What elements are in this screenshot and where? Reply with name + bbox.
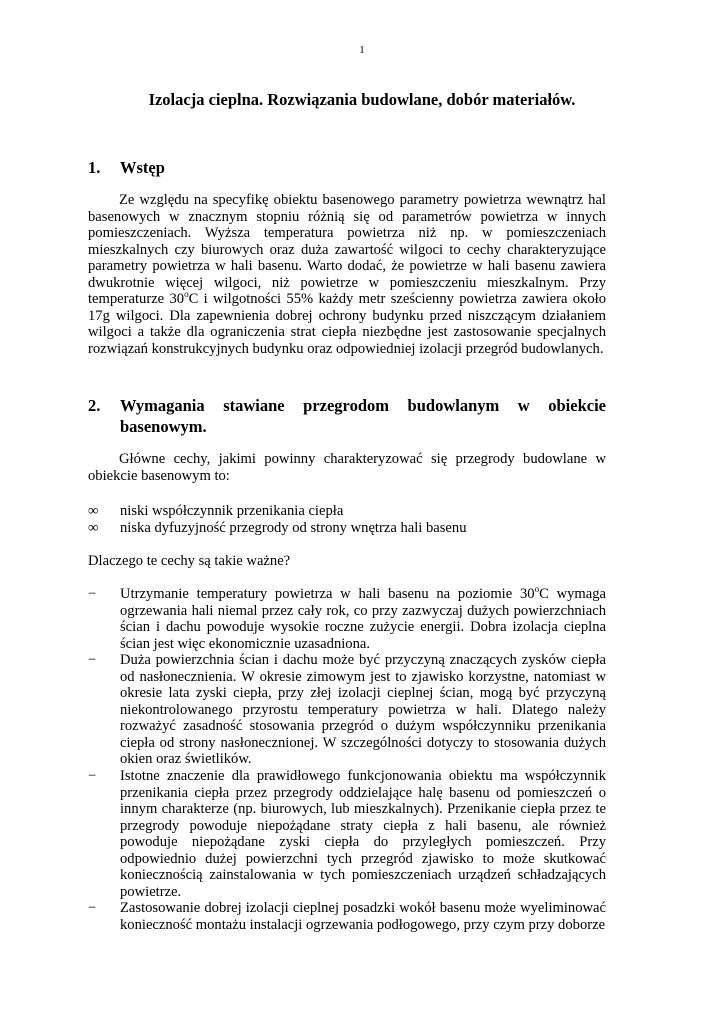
dash-bullet-icon: − [88,586,97,602]
page-number: 1 [359,44,365,56]
section-1-number: 1. [88,158,101,177]
list-item [88,652,606,768]
dash-bullet-icon: − [88,652,97,669]
section-1-title: Wstęp [120,158,165,177]
dash-bullet-icon: − [88,900,97,917]
list-item [88,520,606,537]
list-item [88,503,606,520]
list-item-text: Istotne znaczenie dla prawidłowego funkcjonowania obiektu ma współczynnik przenikania ciepła przez przegrody oddzielające halę basenu od pomieszczeń o innym charakterze (np. biurowych, lub mieszkalnych). Przenikanie ciepła przez te przegrody powoduje niepożądane straty ciepła z hali basenu, ale również powoduje niepożądane zyski ciepła do przyległych pomieszczeń. Przy odpowiednio dużej powierzchni tych przegród zjawisko to może skutkować koniecznością zainstalowania w tych pomieszczeniach urządzeń schładzających powietrze. [120,768,606,900]
document-title: Izolacja cieplna. Rozwiązania budowlane, dobór materiałów. [148,90,576,109]
list-item [88,768,606,900]
list-item-text: Utrzymanie temperatury powietrza w hali basenu na poziomie 30 [120,586,535,602]
section-1-heading [88,157,606,178]
section-2-title-line-1: Wymagania stawiane przegrodom budowlanym w obiekcie [120,396,606,415]
section-2-intro: Główne cechy, jakimi powinny charakteryzować się przegrody budowlane w obiekcie basenowym to: [88,451,606,484]
list-item-text: C wymaga ogrzewania hali niemal przez cały rok, co przy zazwyczaj dużych powierzchniach ścian i dachu powoduje wysokie roczne zużycie energii. Dobra izolacja cieplna ścian jest więc ekonomicznie uzasadniona. [120,586,607,652]
feature-bullet-list [88,503,606,536]
list-item-text: Zastosowanie dobrej izolacji cieplnej posadzki wokół basenu może wyeliminować konieczność montażu instalacji ogrzewania podłogowego, przy czym przy doborze [120,900,606,933]
degree-superscript: o [534,584,540,595]
dash-bullet-icon: − [88,768,97,785]
degree-superscript: o [184,289,189,300]
section-1-paragraph [88,192,606,357]
infinity-bullet-icon: ∞ [88,503,99,519]
section-1-paragraph-text-b: C i wilgotności 55% każdy metr sześcienny powietrza zawiera około 17g wilgoci. Dla zapewnienia dobrej ochrony budynku przed niszczącym działaniem wilgoci a także dla ograniczenia strat ciepła niezbędne jest zastosowanie specjalnych rozwiązań konstrukcyjnych budynku oraz odpowiedniej izolacji przegród budowlanych. [88,291,607,357]
list-item-text: niska dyfuzyjność przegrody od strony wnętrza hali basenu [120,519,467,536]
question-line: Dlaczego te cechy są takie ważne? [88,553,291,569]
section-2-heading [88,395,606,437]
section-1-paragraph-text-a: Ze względu na specyfikę obiektu basenowego parametry powietrza wewnątrz hal basenowych w znacznym stopniu różnią się od parametrów powietrza w innych pomieszczeniach. Wyższa temperatura powietrza niż np. w pomieszczeniach mieszkalnych czy biurowych oraz duża zawartość wilgoci to cechy charakteryzujące parametry powietrza w hali basenu. Warto dodać, że powietrze w hali basenu zawiera dwukrotnie więcej wilgoci, niż powietrze w pomieszczeniu mieszkalnym. Przy temperaturze 30 [88,192,606,308]
list-item-text: niski współczynnik przenikania ciepła [120,503,344,519]
section-2-title-line-2: basenowym. [120,417,207,436]
list-item [88,586,606,652]
section-2-number: 2. [88,396,101,415]
reasons-dash-list [88,586,606,933]
list-item-text: Duża powierzchnia ścian i dachu może być przyczyną znaczących zysków ciepła od nasłonecznienia. W okresie zimowym jest to zjawisko korzystne, natomiast w okresie lata zyski ciepła, przy złej izolacji cieplnej ścian, mogą być przyczyną niekontrolowanego przyrostu temperatury powietrza w hali. Dlatego należy rozważyć zasadność stosowania przegród o dużym współczynniku przenikania ciepła od strony nasłonecznionej. W szczególności dotyczy to stosowania dużych okien oraz świetlików. [120,652,606,768]
infinity-bullet-icon: ∞ [88,519,99,536]
list-item [88,900,606,933]
